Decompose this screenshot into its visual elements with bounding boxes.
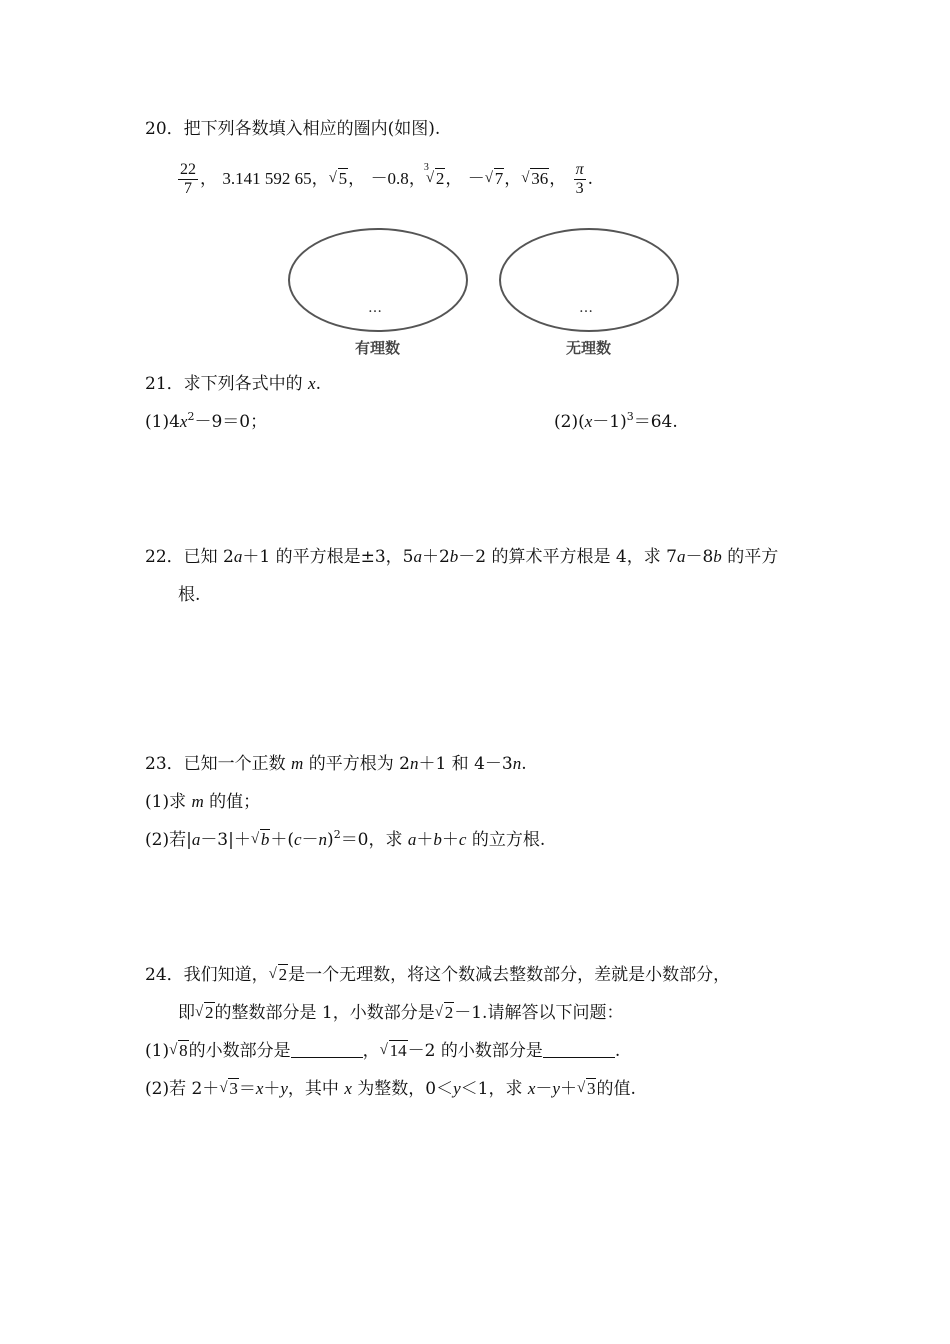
irrational-oval [499, 228, 679, 332]
sqrt-2: √ 2 [268, 965, 288, 984]
q21-title: 21．求下列各式中的 x. [145, 374, 321, 394]
rational-oval-dots: … [368, 300, 382, 316]
sqrt-2: √ 2 [434, 1003, 454, 1022]
q23-title: 23．已知一个正数 m 的平方根为 2n＋1 和 4－3n. [145, 754, 527, 774]
sqrt-36: √ 36 [521, 169, 549, 188]
fraction-22-7: $\frac{22}{7}$ [180, 161, 196, 197]
cbrt-2: 3 √ 2 [423, 162, 445, 188]
q24-part1: (1) √ 8的小数部分是 ， √ 14－2 的小数部分是 . [145, 1041, 621, 1061]
sqrt-3: √ 3 [576, 1079, 596, 1098]
irrational-label: 无理数 [566, 339, 612, 357]
q20-numbers: $\frac{22}{7}$ ， 3.141 592 65， √ 5， －0.8， 3 √ 2， － √ 7， √ 36， $\frac{\pi}{3}$ . [180, 161, 594, 197]
answer-blank-2[interactable] [543, 1041, 615, 1058]
q24-line1: 24．我们知道， √ 2是一个无理数，将这个数减去整数部分，差就是小数部分， [145, 965, 731, 985]
sqrt-5: √ 5 [328, 169, 348, 188]
q21-part1: $(1)4x^2-9=0$； [145, 410, 268, 432]
answer-blank-1[interactable] [291, 1041, 363, 1058]
fraction-pi-3: $\frac{\pi}{3}$ [575, 161, 584, 197]
rational-oval [288, 228, 468, 332]
sqrt-7: √ 7 [484, 169, 504, 188]
sqrt-3: √ 3 [219, 1079, 238, 1098]
q23-part1: (1)求 m 的值； [145, 792, 261, 812]
q23-part2: (2)若|a－3|＋ √ $b+(c-n)^2=0$，求 a＋b＋c 的立方根. [145, 828, 546, 850]
irrational-oval-dots: … [579, 300, 593, 316]
q20-title: 20．把下列各数填入相应的圈内(如图). [145, 119, 441, 139]
sqrt-2: √ 2 [195, 1003, 214, 1022]
q24-line2: 即 √ 2的整数部分是 1，小数部分是 √ 2－1.请解答以下问题： [178, 1003, 624, 1023]
q22-line2: 根. [178, 585, 201, 605]
sqrt-8: √ 8 [169, 1041, 188, 1060]
sqrt-14: √ 14 [379, 1041, 407, 1060]
q24-part2: (2)若 2＋ √ 3＝x＋y，其中 x 为整数，0＜y＜1，求 x－y＋ √ 3的值. [145, 1079, 636, 1099]
sqrt-b: √ b [250, 830, 270, 849]
rational-label: 有理数 [355, 339, 401, 357]
q22-line1: 22．已知 2a＋1 的平方根是±3，5a＋2b－2 的算术平方根是 4，求 7a－8b 的平方 [145, 547, 779, 567]
q21-part2: $(2)(x-1)^3=64$. [554, 410, 678, 432]
